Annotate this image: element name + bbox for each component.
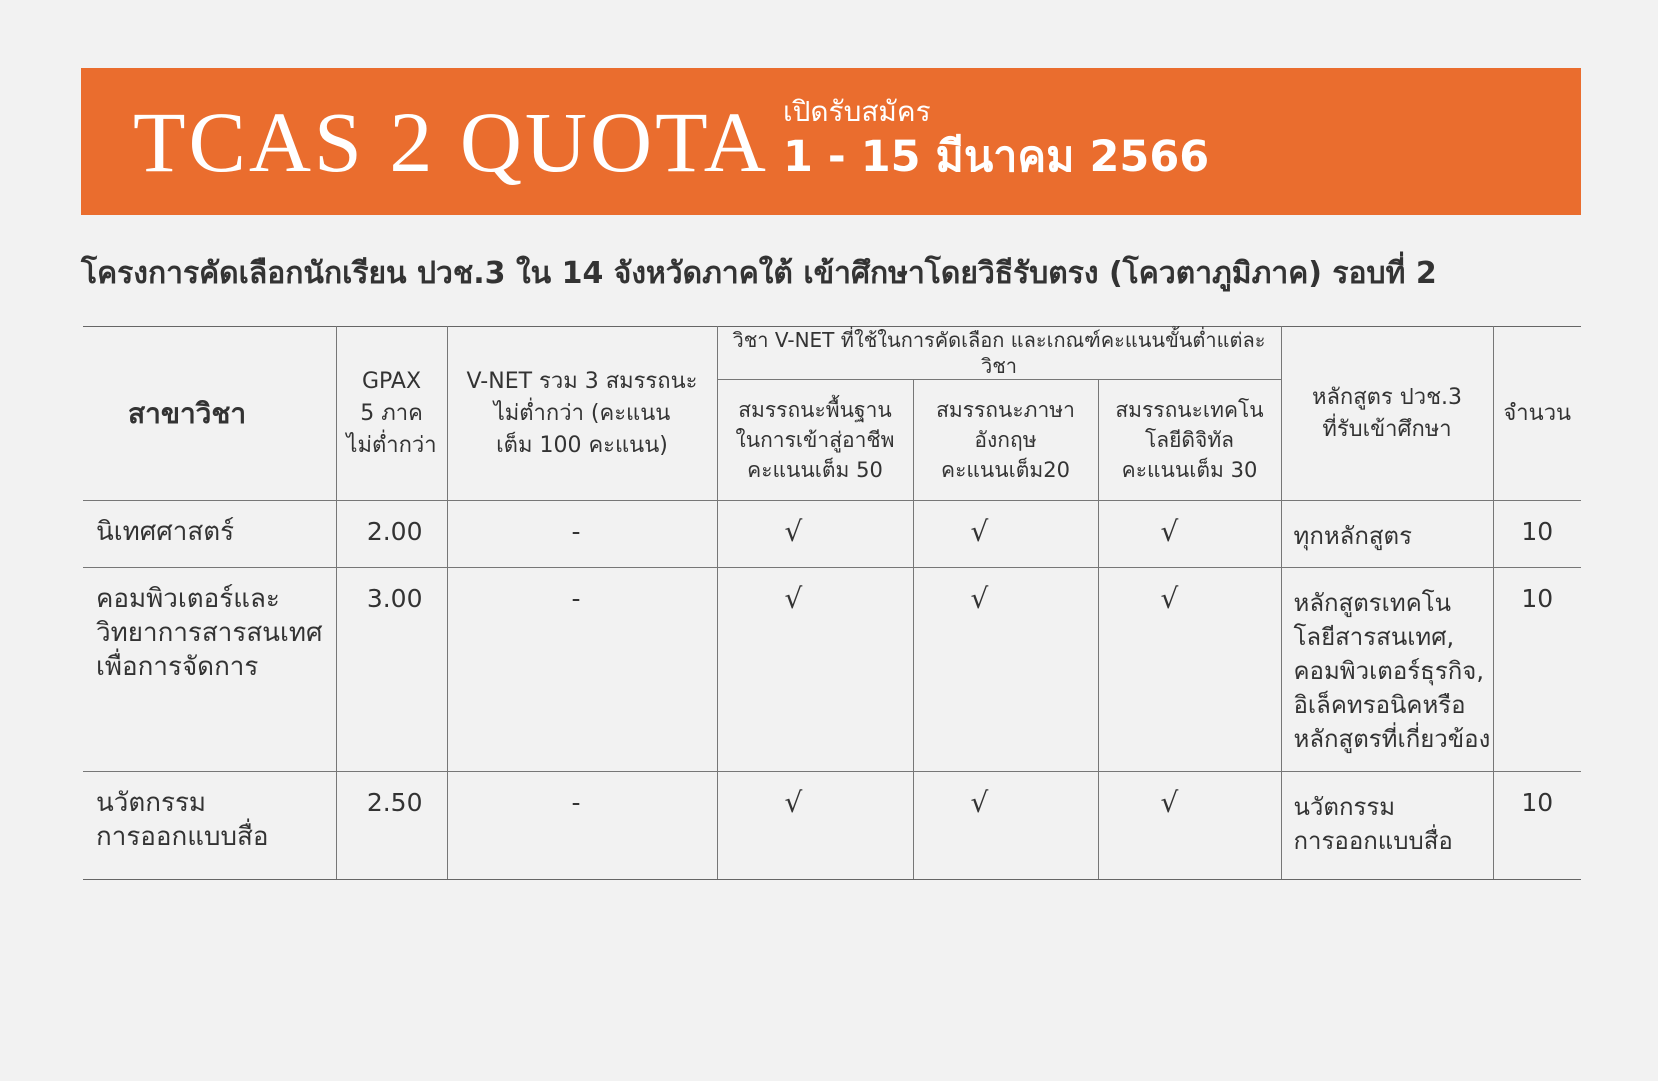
gpax-cell: 2.50 — [336, 772, 447, 880]
gpax-cell: 2.00 — [336, 501, 447, 568]
check-mark: √ — [1098, 772, 1281, 880]
count-cell: 10 — [1493, 772, 1581, 880]
vnet-total-cell: - — [447, 772, 717, 880]
check-mark: √ — [717, 772, 913, 880]
check-mark: √ — [717, 568, 913, 772]
vnet-total-cell: - — [447, 568, 717, 772]
vnet-subjects-group-header: วิชา V-NET ที่ใช้ในการคัดเลือก และเกณฑ์คะแนนขั้นต่ำแต่ละวิชา — [717, 327, 1281, 380]
quota-table — [83, 326, 1581, 880]
header-banner — [81, 68, 1581, 215]
program-cell: นวัตกรรม การออกแบบสื่อ — [1281, 772, 1493, 880]
count-cell: 10 — [1493, 501, 1581, 568]
check-mark: √ — [913, 772, 1098, 880]
major-cell: นิเทศศาสตร์ — [83, 501, 336, 568]
major-cell: คอมพิวเตอร์และ วิทยาการสารสนเทศ เพื่อการจัดการ — [83, 568, 336, 772]
check-mark: √ — [717, 501, 913, 568]
count-cell: 10 — [1493, 568, 1581, 772]
table-row — [83, 772, 1581, 880]
gpax-cell: 3.00 — [336, 568, 447, 772]
check-mark: √ — [913, 568, 1098, 772]
banner-title: TCAS 2 QUOTA — [133, 94, 769, 190]
header-row — [83, 327, 1581, 380]
gpax-column-header: GPAX 5 ภาค ไม่ต่ำกว่า — [336, 327, 447, 501]
basic-competency-header: สมรรถนะพื้นฐาน ในการเข้าสู่อาชีพ คะแนนเต็ม 50 — [717, 380, 913, 501]
count-column-header: จำนวน — [1493, 327, 1581, 501]
vnet-total-column-header: V-NET รวม 3 สมรรถนะ ไม่ต่ำกว่า (คะแนน เต็ม 100 คะแนน) — [447, 327, 717, 501]
vnet-total-cell: - — [447, 501, 717, 568]
program-column-header: หลักสูตร ปวช.3 ที่รับเข้าศึกษา — [1281, 327, 1493, 501]
digital-competency-header: สมรรถนะเทคโน โลยีดิจิทัล คะแนนเต็ม 30 — [1098, 380, 1281, 501]
check-mark: √ — [913, 501, 1098, 568]
application-open-label: เปิดรับสมัคร — [783, 95, 931, 128]
major-cell: นวัตกรรม การออกแบบสื่อ — [83, 772, 336, 880]
check-mark: √ — [1098, 568, 1281, 772]
program-cell: ทุกหลักสูตร — [1281, 501, 1493, 568]
table-row — [83, 501, 1581, 568]
application-dates: 1 - 15 มีนาคม 2566 — [783, 132, 1210, 182]
page-subtitle: โครงการคัดเลือกนักเรียน ปวช.3 ใน 14 จังหวัดภาคใต้ เข้าศึกษาโดยวิธีรับตรง (โควตาภูมิภาค) รอบที่ 2 — [81, 256, 1437, 291]
english-competency-header: สมรรถนะภาษา อังกฤษ คะแนนเต็ม20 — [913, 380, 1098, 501]
program-cell: หลักสูตรเทคโน โลยีสารสนเทศ, คอมพิวเตอร์ธุรกิจ, อิเล็คทรอนิคหรือ หลักสูตรที่เกี่ยวข้อง — [1281, 568, 1493, 772]
table-row — [83, 568, 1581, 772]
major-column-header: สาขาวิชา — [83, 327, 336, 501]
check-mark: √ — [1098, 501, 1281, 568]
